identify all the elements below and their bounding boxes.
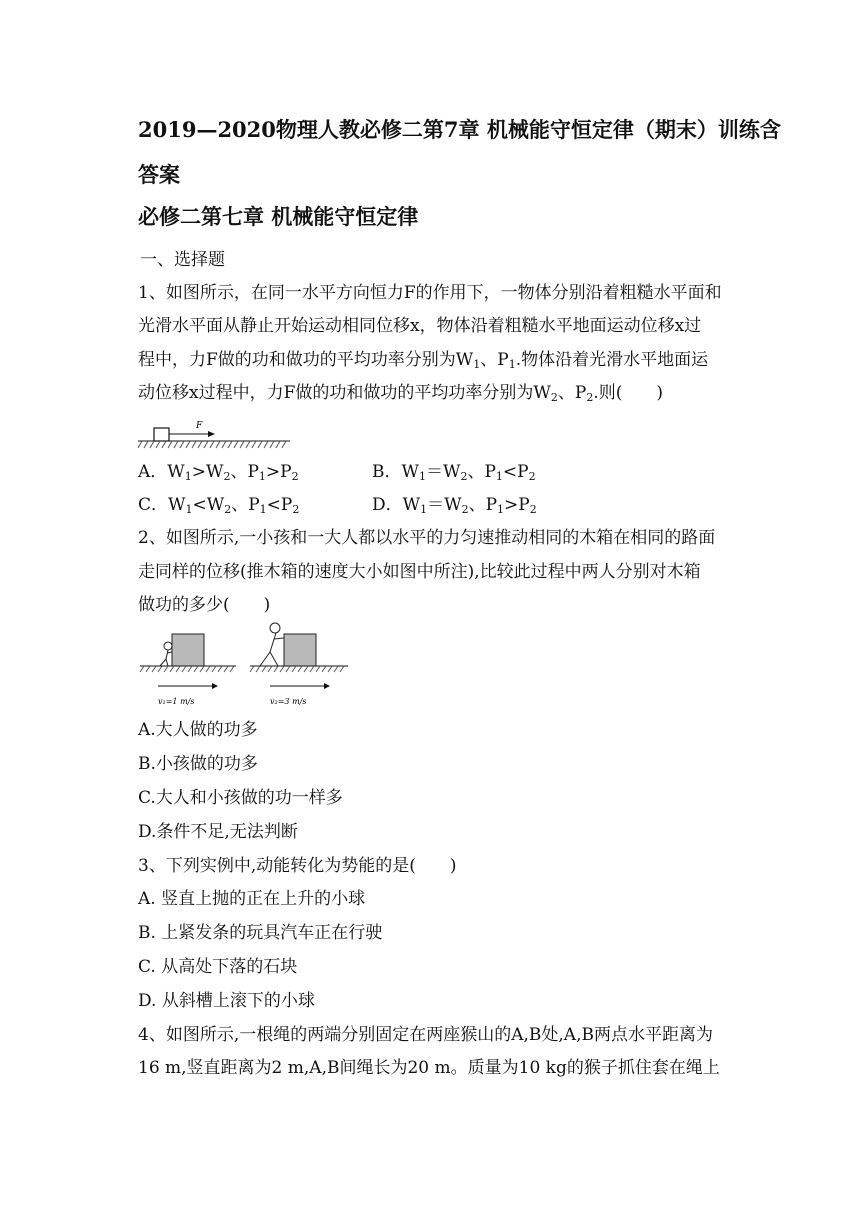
q4-line-1: 4、如图所示,一根绳的两端分别固定在两座猴山的A,B处,A,B两点水平距离为 <box>138 1025 713 1045</box>
q2-line-2: 走同样的位移(推木箱的速度大小如图中所注),比较此过程中两人分别对木箱 <box>138 562 701 582</box>
section-heading: 一、选择题 <box>140 250 225 270</box>
q1-line-3: 程中，力F做的功和做功的平均功率分别为$W_1$、$P_1$.物体沿着光滑水平地面运 <box>138 350 709 371</box>
q3-stem: 3、下列实例中,动能转化为势能的是( ) <box>138 856 457 876</box>
q3-option-a: A. 竖直上抛的正在上升的小球 <box>138 889 366 909</box>
q2-line-1: 2、如图所示,一小孩和一大人都以水平的力匀速推动相同的木箱在相同的路面 <box>138 528 716 548</box>
document-title-line1: 2019—2020物理人教必修二第7章 机械能守恒定律（期末）训练含 <box>138 117 781 142</box>
q3-option-c: C. 从高处下落的石块 <box>138 957 298 977</box>
q1-option-d: D．$W_1=W_2$、$P_1>P_2$ <box>372 495 537 516</box>
q2-option-a: A.大人做的功多 <box>138 720 258 740</box>
force-label: F <box>196 421 203 431</box>
q2-pushing-figure <box>138 622 368 710</box>
q2-option-c: C.大人和小孩做的功一样多 <box>138 788 343 808</box>
q4-line-2: 16 m,竖直距离为2 m,A,B间绳长为20 m。质量为10 kg的猴子抓住套在绳上 <box>138 1058 720 1078</box>
v2-label: v₂=3 m/s <box>270 697 307 706</box>
q1-block-figure <box>138 418 293 452</box>
q3-option-d: D. 从斜槽上滚下的小球 <box>138 991 315 1011</box>
q1-line-2: 光滑水平面从静止开始运动相同位移x，物体沿着粗糙水平地面运动位移x过 <box>138 316 702 336</box>
q2-option-d: D.条件不足,无法判断 <box>138 822 298 842</box>
chapter-subtitle: 必修二第七章 机械能守恒定律 <box>138 204 419 229</box>
q3-option-b: B. 上紧发条的玩具汽车正在行驶 <box>138 923 383 943</box>
q1-line-4: 动位移x过程中，力F做的功和做功的平均功率分别为$W_2$、$P_2$.则( ) <box>138 383 663 404</box>
q2-line-3: 做功的多少( ) <box>138 595 271 615</box>
q1-option-a: A．$W_1>W_2$、$P_1>P_2$ <box>138 462 299 483</box>
q1-option-b: B．$W_1=W_2$、$P_1<P_2$ <box>372 462 536 483</box>
document-title-line2: 答案 <box>138 162 180 187</box>
q1-option-c: C．$W_1<W_2$、$P_1<P_2$ <box>138 495 300 516</box>
q1-line-1: 1、如图所示，在同一水平方向恒力F的作用下，一物体分别沿着粗糙水平面和 <box>138 283 722 303</box>
v1-label: v₁=1 m/s <box>158 697 195 706</box>
q2-option-b: B.小孩做的功多 <box>138 754 258 774</box>
